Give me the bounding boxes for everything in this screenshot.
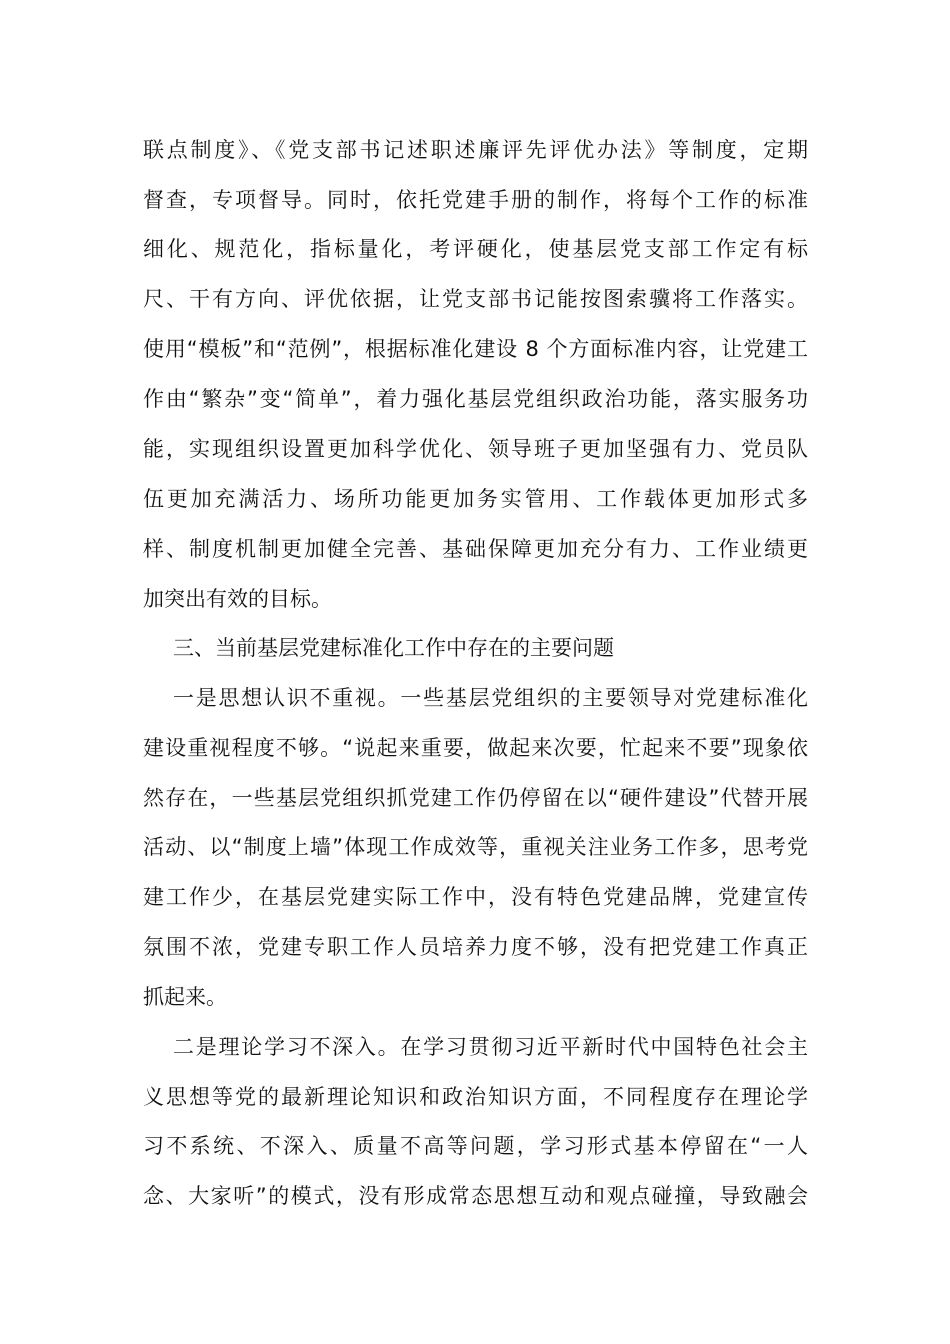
text-line: 细化、规范化，指标量化，考评硬化，使基层党支部工作定有标 [143,237,808,261]
text-line: 督查，专项督导。同时，依托党建手册的制作，将每个工作的标准 [143,188,808,212]
text-line: 二是理论学习不深入。在学习贯彻习近平新时代中国特色社会主 [173,1035,808,1059]
text-line: 作由“繁杂”变“简单”，着力强化基层党组织政治功能，落实服务功 [143,387,808,411]
text-line: 能，实现组织设置更加科学优化、领导班子更加坚强有力、党员队 [143,437,808,461]
text-line: 念、大家听”的模式，没有形成常态思想互动和观点碰撞，导致融会 [143,1184,808,1208]
text-line: 抓起来。 [143,985,227,1009]
text-line: 联点制度》、《党支部书记述职述廉评先评优办法》等制度，定期 [143,138,808,162]
text-line: 活动、以“制度上墙”体现工作成效等，重视关注业务工作多，思考党 [143,835,808,859]
text-line: 然存在，一些基层党组织抓党建工作仍停留在以“硬件建设”代替开展 [143,786,808,810]
text-line: 氛围不浓，党建专职工作人员培养力度不够，没有把党建工作真正 [143,935,808,959]
text-line: 一是思想认识不重视。一些基层党组织的主要领导对党建标准化 [173,686,808,710]
text-line: 义思想等党的最新理论知识和政治知识方面，不同程度存在理论学 [143,1085,808,1109]
text-line: 建设重视程度不够。“说起来重要，做起来次要，忙起来不要”现象依 [143,736,808,760]
text-line: 使用“模板”和“范例”，根据标准化建设 8 个方面标准内容，让党建工 [143,337,808,361]
text-line: 尺、干有方向、评优依据，让党支部书记能按图索骥将工作落实。 [143,287,808,311]
text-line: 伍更加充满活力、场所功能更加务实管用、工作载体更加形式多 [143,487,808,511]
section-heading: 三、当前基层党建标准化工作中存在的主要问题 [173,636,614,660]
text-line: 样、制度机制更加健全完善、基础保障更加充分有力、工作业绩更 [143,537,808,561]
text-line: 建工作少，在基层党建实际工作中，没有特色党建品牌，党建宣传 [143,885,808,909]
text-line: 加突出有效的目标。 [143,587,332,611]
text-line: 习不系统、不深入、质量不高等问题，学习形式基本停留在“一人 [143,1134,808,1158]
